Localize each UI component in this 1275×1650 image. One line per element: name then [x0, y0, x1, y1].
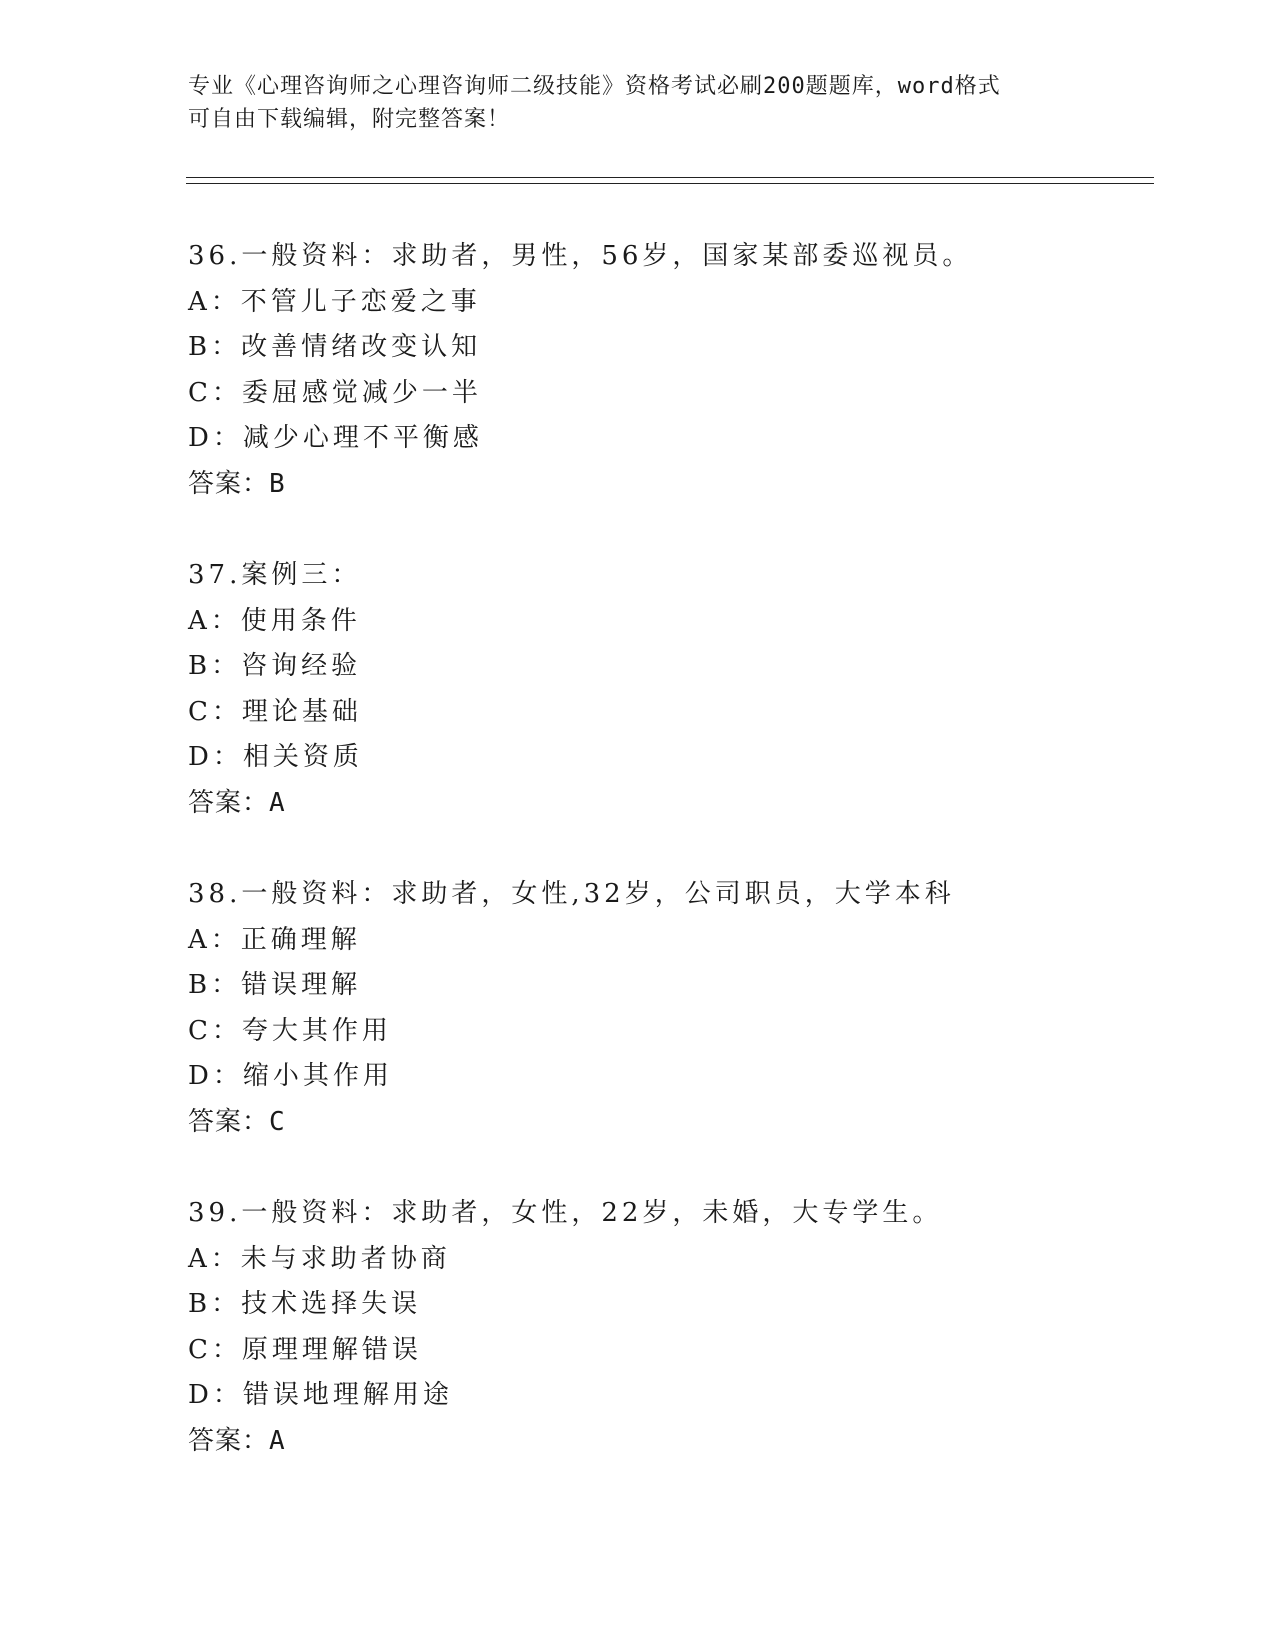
answer-line	[188, 462, 1188, 508]
option-d: D：缩小其作用	[188, 1061, 393, 1091]
header-title-line-1: 专业《心理咨询师之心理咨询师二级技能》资格考试必刷200题题库，word格式	[188, 74, 1001, 99]
answer-line	[188, 1419, 1188, 1465]
answer-value: B	[269, 468, 286, 499]
header-divider-bottom	[186, 183, 1154, 184]
option-a: A：使用条件	[188, 605, 361, 636]
question-stem: 37.案例三：	[188, 560, 362, 590]
document-header	[188, 70, 1088, 136]
answer-label: 答案：	[188, 787, 270, 818]
question-stem: 38.一般资料：求助者，女性,32岁，公司职员，大学本科	[188, 879, 955, 909]
option-a: A：未与求助者协商	[188, 1243, 451, 1274]
question-block	[188, 872, 1188, 1145]
question-stem: 36.一般资料：求助者，男性，56岁，国家某部委巡视员。	[188, 241, 973, 271]
option-b: B：技术选择失误	[188, 1289, 422, 1319]
option-d: D：相关资质	[188, 742, 363, 772]
option-c: C：委屈感觉减少一半	[188, 377, 482, 408]
question-stem: 39.一般资料：求助者，女性，22岁，未婚，大专学生。	[188, 1198, 943, 1228]
answer-line	[188, 781, 1188, 827]
header-title-line-2: 可自由下载编辑，附完整答案！	[188, 107, 511, 132]
option-d: D：错误地理解用途	[188, 1380, 453, 1410]
question-list	[188, 234, 1188, 1510]
option-b: B：咨询经验	[188, 651, 362, 681]
answer-label: 答案：	[188, 1106, 270, 1137]
answer-label: 答案：	[188, 468, 270, 499]
question-block	[188, 234, 1188, 507]
answer-value: C	[269, 1106, 286, 1137]
option-c: C：夸大其作用	[188, 1015, 392, 1046]
option-b: B：错误理解	[188, 970, 362, 1000]
header-divider-top	[186, 177, 1154, 178]
option-b: B：改善情绪改变认知	[188, 332, 482, 362]
answer-value: A	[269, 1425, 286, 1456]
option-a: A：不管儿子恋爱之事	[188, 286, 481, 317]
answer-line	[188, 1100, 1188, 1146]
answer-value: A	[269, 787, 286, 818]
answer-label: 答案：	[188, 1425, 270, 1456]
option-d: D：减少心理不平衡感	[188, 423, 483, 453]
option-c: C：原理理解错误	[188, 1334, 422, 1365]
option-c: C：理论基础	[188, 696, 362, 727]
option-a: A：正确理解	[188, 924, 361, 955]
question-block	[188, 1191, 1188, 1464]
question-block	[188, 553, 1188, 826]
